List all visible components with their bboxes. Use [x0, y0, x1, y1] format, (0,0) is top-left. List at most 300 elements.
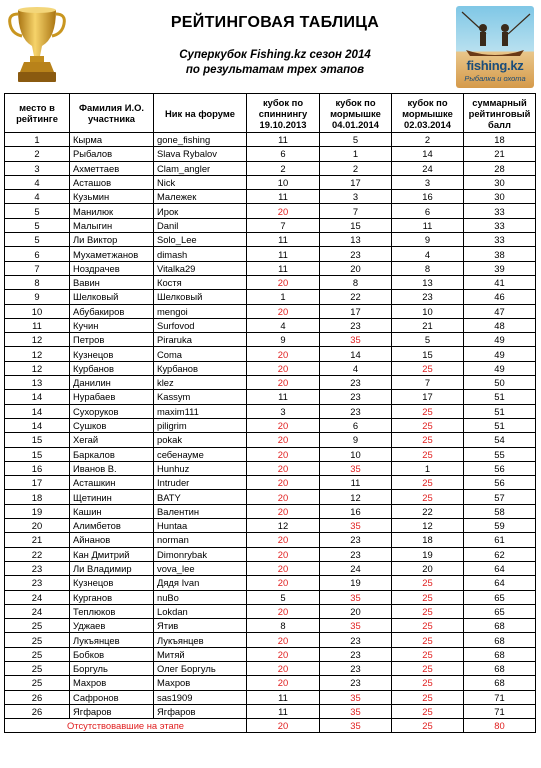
spinning-score-cell: 11: [247, 690, 320, 704]
nickname-cell: vova_lee: [154, 561, 247, 575]
surname-cell: Кузьмин: [70, 190, 154, 204]
total-score-cell: 68: [464, 661, 536, 675]
rank-cell: 5: [5, 204, 70, 218]
absent-value: 35: [320, 719, 392, 733]
total-score-cell: 57: [464, 490, 536, 504]
nickname-cell: Huntaa: [154, 519, 247, 533]
rank-cell: 9: [5, 290, 70, 304]
rank-cell: 12: [5, 361, 70, 375]
jig-score-1-cell: 23: [320, 404, 392, 418]
table-row: [5, 133, 536, 147]
jig-score-1-cell: 16: [320, 504, 392, 518]
spinning-score-cell: 20: [247, 604, 320, 618]
jig-score-1-cell: 35: [320, 461, 392, 475]
spinning-score-cell: 1: [247, 290, 320, 304]
jig-score-1-cell: 17: [320, 304, 392, 318]
total-score-cell: 56: [464, 461, 536, 475]
surname-cell: Асташов: [70, 175, 154, 189]
table-body: [5, 133, 536, 719]
nickname-cell: Coma: [154, 347, 247, 361]
spinning-score-cell: 4: [247, 318, 320, 332]
rank-cell: 10: [5, 304, 70, 318]
absent-footer-row: [5, 719, 536, 733]
page-subtitle: [140, 48, 410, 78]
rank-cell: 15: [5, 447, 70, 461]
nickname-cell: nuBo: [154, 590, 247, 604]
nickname-cell: Kassym: [154, 390, 247, 404]
spinning-score-cell: 20: [247, 561, 320, 575]
table-row: [5, 619, 536, 633]
table-row: [5, 547, 536, 561]
rank-cell: 24: [5, 604, 70, 618]
surname-cell: Кузнецов: [70, 576, 154, 590]
spinning-score-cell: 10: [247, 175, 320, 189]
rank-cell: 17: [5, 476, 70, 490]
jig-score-1-cell: 35: [320, 590, 392, 604]
spinning-score-cell: 20: [247, 204, 320, 218]
spinning-score-cell: 20: [247, 476, 320, 490]
rank-cell: 12: [5, 333, 70, 347]
total-score-cell: 39: [464, 261, 536, 275]
jig-score-1-cell: 23: [320, 376, 392, 390]
spinning-score-cell: 2: [247, 161, 320, 175]
spinning-score-cell: 20: [247, 547, 320, 561]
spinning-score-cell: 20: [247, 633, 320, 647]
surname-cell: Вавин: [70, 275, 154, 289]
jig-score-2-cell: 25: [392, 633, 464, 647]
jig-score-1-cell: 23: [320, 533, 392, 547]
nickname-cell: Vitalka29: [154, 261, 247, 275]
spinning-score-cell: 20: [247, 504, 320, 518]
rank-cell: 23: [5, 561, 70, 575]
spinning-score-cell: 20: [247, 347, 320, 361]
spinning-score-cell: 20: [247, 361, 320, 375]
table-row: [5, 590, 536, 604]
jig-score-2-cell: 22: [392, 504, 464, 518]
total-score-cell: 51: [464, 404, 536, 418]
spinning-score-cell: 20: [247, 661, 320, 675]
rank-cell: 23: [5, 576, 70, 590]
jig-score-1-cell: 1: [320, 147, 392, 161]
spinning-score-cell: 20: [247, 647, 320, 661]
surname-cell: Махров: [70, 676, 154, 690]
table-row: [5, 175, 536, 189]
nickname-cell: Piraruka: [154, 333, 247, 347]
total-score-cell: 49: [464, 333, 536, 347]
spinning-score-cell: 11: [247, 133, 320, 147]
spinning-score-cell: 20: [247, 533, 320, 547]
jig-score-1-cell: 23: [320, 676, 392, 690]
total-score-cell: 51: [464, 390, 536, 404]
surname-cell: Кучин: [70, 318, 154, 332]
table-row: [5, 261, 536, 275]
table-header-row: [5, 94, 536, 133]
absent-value: 20: [247, 719, 320, 733]
nickname-cell: Danil: [154, 218, 247, 232]
jig-score-1-cell: 35: [320, 333, 392, 347]
surname-cell: Кан Дмитрий: [70, 547, 154, 561]
nickname-cell: piligrim: [154, 418, 247, 432]
table-row: [5, 218, 536, 232]
total-score-cell: 38: [464, 247, 536, 261]
nickname-cell: maxim111: [154, 404, 247, 418]
table-row: [5, 604, 536, 618]
column-header: Фамилия И.О. участника: [70, 94, 154, 133]
spinning-score-cell: 20: [247, 304, 320, 318]
spinning-score-cell: 11: [247, 247, 320, 261]
jig-score-1-cell: 15: [320, 218, 392, 232]
nickname-cell: gone_fishing: [154, 133, 247, 147]
absent-label: Отсутствовавшие на этапе: [5, 719, 247, 733]
jig-score-2-cell: 25: [392, 676, 464, 690]
total-score-cell: 33: [464, 204, 536, 218]
nickname-cell: Олег Боргуль: [154, 661, 247, 675]
jig-score-2-cell: 25: [392, 690, 464, 704]
spinning-score-cell: 20: [247, 376, 320, 390]
nickname-cell: Дядя Ivan: [154, 576, 247, 590]
column-header: кубок по мормышке 04.01.2014: [320, 94, 392, 133]
jig-score-1-cell: 9: [320, 433, 392, 447]
rank-cell: 25: [5, 676, 70, 690]
surname-cell: Кузнецов: [70, 347, 154, 361]
jig-score-2-cell: 25: [392, 619, 464, 633]
total-score-cell: 62: [464, 547, 536, 561]
jig-score-1-cell: 2: [320, 161, 392, 175]
total-score-cell: 56: [464, 476, 536, 490]
jig-score-2-cell: 10: [392, 304, 464, 318]
jig-score-2-cell: 8: [392, 261, 464, 275]
rank-cell: 8: [5, 275, 70, 289]
nickname-cell: mengoi: [154, 304, 247, 318]
nickname-cell: Slava Rybalov: [154, 147, 247, 161]
jig-score-1-cell: 23: [320, 547, 392, 561]
surname-cell: Бобков: [70, 647, 154, 661]
table-row: [5, 304, 536, 318]
jig-score-1-cell: 11: [320, 476, 392, 490]
nickname-cell: Лукъянцев: [154, 633, 247, 647]
rank-cell: 18: [5, 490, 70, 504]
total-score-cell: 68: [464, 647, 536, 661]
total-score-cell: 33: [464, 218, 536, 232]
surname-cell: Щетинин: [70, 490, 154, 504]
jig-score-2-cell: 17: [392, 390, 464, 404]
table-row: [5, 361, 536, 375]
nickname-cell: dimash: [154, 247, 247, 261]
surname-cell: Курбанов: [70, 361, 154, 375]
jig-score-2-cell: 12: [392, 519, 464, 533]
total-score-cell: 48: [464, 318, 536, 332]
fishermen-boat-icon: [456, 6, 534, 58]
rank-cell: 26: [5, 704, 70, 718]
trophy-cup-icon: [6, 4, 68, 86]
table-row: [5, 576, 536, 590]
nickname-cell: sas1909: [154, 690, 247, 704]
table-row: [5, 433, 536, 447]
spinning-score-cell: 6: [247, 147, 320, 161]
jig-score-2-cell: 5: [392, 333, 464, 347]
surname-cell: Сушков: [70, 418, 154, 432]
nickname-cell: Intruder: [154, 476, 247, 490]
absent-value: 25: [392, 719, 464, 733]
spinning-score-cell: 11: [247, 190, 320, 204]
jig-score-2-cell: 23: [392, 290, 464, 304]
nickname-cell: Ирок: [154, 204, 247, 218]
jig-score-1-cell: 10: [320, 447, 392, 461]
jig-score-2-cell: 25: [392, 647, 464, 661]
logo-tagline: Рыбалка и охота: [464, 74, 526, 83]
total-score-cell: 54: [464, 433, 536, 447]
jig-score-2-cell: 4: [392, 247, 464, 261]
header: [0, 0, 541, 92]
spinning-score-cell: 11: [247, 233, 320, 247]
nickname-cell: Lokdan: [154, 604, 247, 618]
spinning-score-cell: 3: [247, 404, 320, 418]
rank-cell: 20: [5, 519, 70, 533]
rank-cell: 15: [5, 433, 70, 447]
jig-score-2-cell: 15: [392, 347, 464, 361]
rank-cell: 5: [5, 218, 70, 232]
surname-cell: Петров: [70, 333, 154, 347]
nickname-cell: BATY: [154, 490, 247, 504]
nickname-cell: Clam_angler: [154, 161, 247, 175]
total-score-cell: 68: [464, 619, 536, 633]
nickname-cell: Курбанов: [154, 361, 247, 375]
total-score-cell: 30: [464, 175, 536, 189]
nickname-cell: Hunhuz: [154, 461, 247, 475]
spinning-score-cell: 20: [247, 676, 320, 690]
total-score-cell: 51: [464, 418, 536, 432]
surname-cell: Мухаметжанов: [70, 247, 154, 261]
nickname-cell: pokak: [154, 433, 247, 447]
surname-cell: Уджаев: [70, 619, 154, 633]
jig-score-2-cell: 13: [392, 275, 464, 289]
jig-score-1-cell: 24: [320, 561, 392, 575]
nickname-cell: себенауме: [154, 447, 247, 461]
jig-score-2-cell: 25: [392, 476, 464, 490]
jig-score-1-cell: 17: [320, 175, 392, 189]
nickname-cell: Solo_Lee: [154, 233, 247, 247]
nickname-cell: Митяй: [154, 647, 247, 661]
rank-cell: 5: [5, 233, 70, 247]
jig-score-2-cell: 3: [392, 175, 464, 189]
jig-score-1-cell: 22: [320, 290, 392, 304]
table-row: [5, 161, 536, 175]
surname-cell: Боргуль: [70, 661, 154, 675]
total-score-cell: 68: [464, 633, 536, 647]
rank-cell: 12: [5, 347, 70, 361]
spinning-score-cell: 9: [247, 333, 320, 347]
rank-cell: 21: [5, 533, 70, 547]
jig-score-2-cell: 25: [392, 418, 464, 432]
nickname-cell: klez: [154, 376, 247, 390]
table-row: [5, 476, 536, 490]
nickname-cell: Костя: [154, 275, 247, 289]
jig-score-2-cell: 14: [392, 147, 464, 161]
spinning-score-cell: 12: [247, 519, 320, 533]
table-row: [5, 247, 536, 261]
table-row: [5, 290, 536, 304]
nickname-cell: Dimonrybak: [154, 547, 247, 561]
nickname-cell: norman: [154, 533, 247, 547]
nickname-cell: Ягфаров: [154, 704, 247, 718]
spinning-score-cell: 20: [247, 490, 320, 504]
nickname-cell: Малежек: [154, 190, 247, 204]
jig-score-2-cell: 25: [392, 661, 464, 675]
total-score-cell: 65: [464, 590, 536, 604]
rank-cell: 22: [5, 547, 70, 561]
surname-cell: Кырма: [70, 133, 154, 147]
total-score-cell: 55: [464, 447, 536, 461]
table-row: [5, 390, 536, 404]
surname-cell: Иванов В.: [70, 461, 154, 475]
surname-cell: Алимбетов: [70, 519, 154, 533]
rank-cell: 26: [5, 690, 70, 704]
total-score-cell: 71: [464, 690, 536, 704]
nickname-cell: Махров: [154, 676, 247, 690]
spinning-score-cell: 8: [247, 619, 320, 633]
jig-score-2-cell: 25: [392, 490, 464, 504]
rank-cell: 25: [5, 647, 70, 661]
surname-cell: Теплюков: [70, 604, 154, 618]
total-score-cell: 21: [464, 147, 536, 161]
nickname-cell: Nick: [154, 175, 247, 189]
total-score-cell: 49: [464, 361, 536, 375]
surname-cell: Ли Владимир: [70, 561, 154, 575]
jig-score-2-cell: 25: [392, 590, 464, 604]
total-score-cell: 68: [464, 676, 536, 690]
jig-score-1-cell: 20: [320, 261, 392, 275]
jig-score-1-cell: 35: [320, 519, 392, 533]
absent-value: 80: [464, 719, 536, 733]
jig-score-2-cell: 25: [392, 704, 464, 718]
surname-cell: Ноздрачев: [70, 261, 154, 275]
total-score-cell: 50: [464, 376, 536, 390]
surname-cell: Ахметтаев: [70, 161, 154, 175]
rank-cell: 1: [5, 133, 70, 147]
jig-score-2-cell: 21: [392, 318, 464, 332]
jig-score-1-cell: 14: [320, 347, 392, 361]
table-row: [5, 704, 536, 718]
jig-score-1-cell: 4: [320, 361, 392, 375]
jig-score-2-cell: 25: [392, 404, 464, 418]
surname-cell: Шелковый: [70, 290, 154, 304]
table-row: [5, 404, 536, 418]
surname-cell: Сафронов: [70, 690, 154, 704]
rank-cell: 25: [5, 619, 70, 633]
table-row: [5, 275, 536, 289]
rank-cell: 14: [5, 404, 70, 418]
total-score-cell: 28: [464, 161, 536, 175]
spinning-score-cell: 20: [247, 418, 320, 432]
rating-table: [4, 93, 536, 733]
total-score-cell: 33: [464, 233, 536, 247]
jig-score-1-cell: 20: [320, 604, 392, 618]
jig-score-1-cell: 7: [320, 204, 392, 218]
surname-cell: Хегай: [70, 433, 154, 447]
surname-cell: Сухоруков: [70, 404, 154, 418]
table-row: [5, 347, 536, 361]
table-row: [5, 447, 536, 461]
jig-score-1-cell: 19: [320, 576, 392, 590]
table-row: [5, 633, 536, 647]
jig-score-2-cell: 25: [392, 604, 464, 618]
rank-cell: 11: [5, 318, 70, 332]
total-score-cell: 64: [464, 561, 536, 575]
jig-score-1-cell: 23: [320, 661, 392, 675]
total-score-cell: 46: [464, 290, 536, 304]
jig-score-2-cell: 25: [392, 447, 464, 461]
nickname-cell: Ятив: [154, 619, 247, 633]
jig-score-2-cell: 6: [392, 204, 464, 218]
jig-score-1-cell: 13: [320, 233, 392, 247]
surname-cell: Айнанов: [70, 533, 154, 547]
total-score-cell: 18: [464, 133, 536, 147]
jig-score-2-cell: 2: [392, 133, 464, 147]
surname-cell: Баркалов: [70, 447, 154, 461]
column-header: Ник на форуме: [154, 94, 247, 133]
column-header: суммарный рейтинговый балл: [464, 94, 536, 133]
table-row: [5, 376, 536, 390]
jig-score-2-cell: 19: [392, 547, 464, 561]
table-row: [5, 418, 536, 432]
surname-cell: Нурабаев: [70, 390, 154, 404]
rank-cell: 2: [5, 147, 70, 161]
jig-score-1-cell: 8: [320, 275, 392, 289]
table-row: [5, 519, 536, 533]
jig-score-2-cell: 16: [392, 190, 464, 204]
table-row: [5, 533, 536, 547]
surname-cell: Малыгин: [70, 218, 154, 232]
surname-cell: Манилюк: [70, 204, 154, 218]
jig-score-2-cell: 20: [392, 561, 464, 575]
rank-cell: 4: [5, 175, 70, 189]
spinning-score-cell: 20: [247, 433, 320, 447]
fishing-kz-logo: [456, 6, 534, 88]
spinning-score-cell: 11: [247, 261, 320, 275]
rank-cell: 4: [5, 190, 70, 204]
jig-score-1-cell: 3: [320, 190, 392, 204]
spinning-score-cell: 20: [247, 461, 320, 475]
table-row: [5, 690, 536, 704]
rank-cell: 13: [5, 376, 70, 390]
total-score-cell: 71: [464, 704, 536, 718]
jig-score-1-cell: 6: [320, 418, 392, 432]
table-row: [5, 461, 536, 475]
total-score-cell: 49: [464, 347, 536, 361]
jig-score-1-cell: 23: [320, 247, 392, 261]
column-header: кубок по спиннингу 19.10.2013: [247, 94, 320, 133]
spinning-score-cell: 5: [247, 590, 320, 604]
total-score-cell: 47: [464, 304, 536, 318]
spinning-score-cell: 11: [247, 390, 320, 404]
spinning-score-cell: 20: [247, 447, 320, 461]
total-score-cell: 65: [464, 604, 536, 618]
jig-score-2-cell: 7: [392, 376, 464, 390]
spinning-score-cell: 11: [247, 704, 320, 718]
rank-cell: 3: [5, 161, 70, 175]
total-score-cell: 58: [464, 504, 536, 518]
surname-cell: Асташкин: [70, 476, 154, 490]
nickname-cell: Surfovod: [154, 318, 247, 332]
jig-score-1-cell: 23: [320, 318, 392, 332]
jig-score-1-cell: 5: [320, 133, 392, 147]
total-score-cell: 64: [464, 576, 536, 590]
total-score-cell: 59: [464, 519, 536, 533]
jig-score-1-cell: 35: [320, 690, 392, 704]
spinning-score-cell: 7: [247, 218, 320, 232]
subtitle-line-2: по результатам трех этапов: [185, 64, 365, 76]
nickname-cell: Валентин: [154, 504, 247, 518]
